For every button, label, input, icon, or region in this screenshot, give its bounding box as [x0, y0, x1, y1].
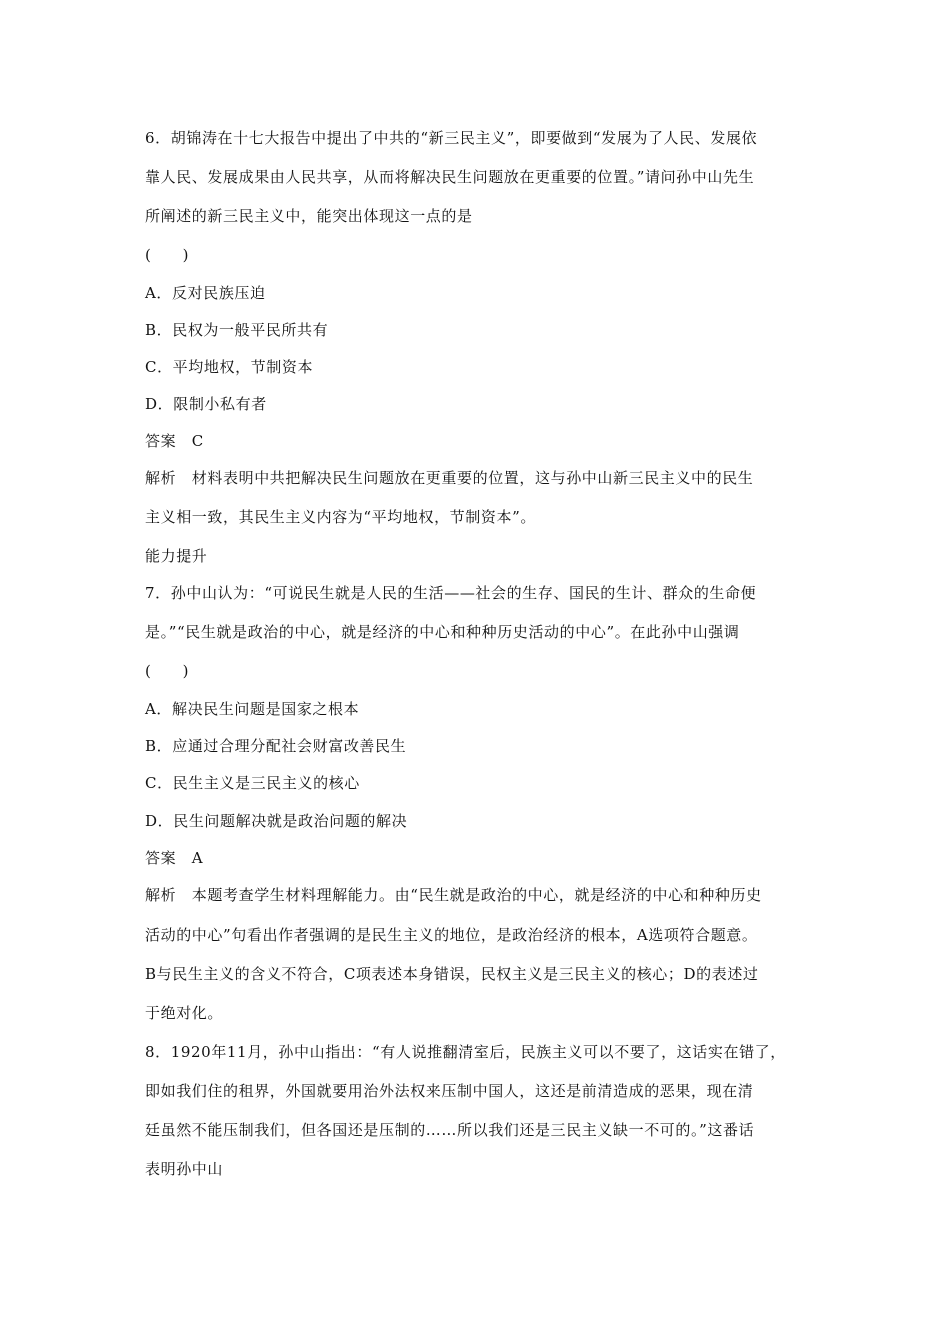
q6-option-b: B．民权为一般平民所共有: [145, 321, 329, 339]
q7-option-a: A．解决民生问题是国家之根本: [145, 700, 360, 718]
q6-option-a: A．反对民族压迫: [145, 284, 266, 302]
section-heading: 能力提升: [145, 547, 208, 565]
q6-analysis-line-1: 解析 材料表明中共把解决民生问题放在更重要的位置，这与孙中山新三民主义中的民生: [145, 469, 754, 487]
q6-stem-line-3: 所阐述的新三民主义中，能突出体现这一点的是: [145, 207, 473, 225]
q6-answer-parentheses: ( ): [145, 246, 190, 264]
q7-stem-line-1: 7．孙中山认为：“可说民生就是人民的生活——社会的生存、国民的生计、群众的生命便: [145, 584, 757, 602]
q7-analysis-line-1: 解析 本题考查学生材料理解能力。由“民生就是政治的中心，就是经济的中心和种种历史: [145, 886, 762, 904]
q6-option-c: C．平均地权，节制资本: [145, 358, 314, 376]
q7-answer: 答案 A: [145, 849, 204, 867]
q6-stem-line-2: 靠人民、发展成果由人民共享，从而将解决民生问题放在更重要的位置。”请问孙中山先生: [145, 168, 755, 186]
q6-answer: 答案 C: [145, 432, 204, 450]
q7-option-c: C．民生主义是三民主义的核心: [145, 774, 360, 792]
q8-stem-line-1: 8．1920年11月，孙中山指出：“有人说推翻清室后，民族主义可以不要了，这话实在错了，: [145, 1043, 786, 1061]
q7-analysis-line-3: B与民生主义的含义不符合，C项表述本身错误，民权主义是三民主义的核心；D的表述过: [145, 965, 759, 983]
q8-stem-line-2: 即如我们住的租界，外国就要用治外法权来压制中国人，这还是前清造成的恶果，现在清: [145, 1082, 754, 1100]
q8-stem-line-4: 表明孙中山: [145, 1160, 224, 1178]
q7-stem-line-2: 是。”“民生就是政治的中心，就是经济的中心和种种历史活动的中心”。在此孙中山强调: [145, 623, 740, 641]
q6-analysis-line-2: 主义相一致，其民生主义内容为“平均地权，节制资本”。: [145, 508, 536, 526]
q6-stem-line-1: 6．胡锦涛在十七大报告中提出了中共的“新三民主义”，即要做到“发展为了人民、发展依: [145, 129, 758, 147]
q8-stem-line-3: 廷虽然不能压制我们，但各国还是压制的……所以我们还是三民主义缺一不可的。”这番话: [145, 1121, 755, 1139]
q6-option-d: D．限制小私有者: [145, 395, 267, 413]
q7-answer-parentheses: ( ): [145, 662, 190, 680]
q7-analysis-line-2: 活动的中心”句看出作者强调的是民生主义的地位，是政治经济的根本，A选项符合题意。: [145, 926, 758, 944]
q7-option-b: B．应通过合理分配社会财富改善民生: [145, 737, 407, 755]
q7-analysis-line-4: 于绝对化。: [145, 1004, 224, 1022]
q7-option-d: D．民生问题解决就是政治问题的解决: [145, 812, 408, 830]
